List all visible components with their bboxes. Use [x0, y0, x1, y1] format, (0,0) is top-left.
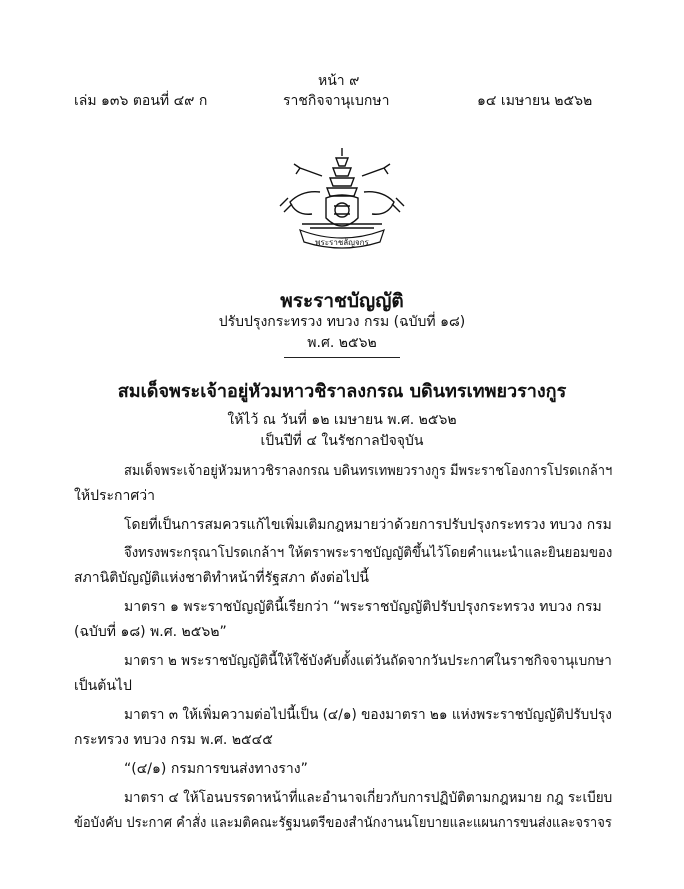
emblem-inscription: พระราชลัญจกร: [315, 238, 369, 247]
enactment-line-2: สภานิติบัญญัติแห่งชาติทำหน้าที่รัฐสภา ดังต่อไปนี้: [74, 570, 369, 586]
section-3-line-1: มาตรา ๓ ให้เพิ่มความต่อไปนี้เป็น (๔/๑) ของมาตรา ๒๑ แห่งพระราชบัญญัติปรับปรุง: [124, 707, 612, 723]
given-date: ให้ไว้ ณ วันที่ ๑๒ เมษายน พ.ศ. ๒๕๖๒: [227, 412, 457, 428]
section-2-line-1: มาตรา ๒ พระราชบัญญัตินี้ให้ใช้บังคับตั้งแต่วันถัดจากวันประกาศในราชกิจจานุเบกษา: [124, 653, 612, 669]
page-number: หน้า ๙: [318, 73, 360, 89]
section-4-line-2: ข้อบังคับ ประกาศ คำสั่ง และมติคณะรัฐมนตรีของสำนักงานนโยบายและแผนการขนส่งและจราจร: [74, 815, 612, 831]
volume-issue: เล่ม ๑๓๖ ตอนที่ ๔๙ ก: [74, 93, 208, 109]
title-divider: [284, 357, 400, 358]
section-2-line-2: เป็นต้นไป: [74, 678, 132, 694]
section-1-line-1: มาตรา ๑ พระราชบัญญัตินี้เรียกว่า “พระราชบัญญัติปรับปรุงกระทรวง ทบวง กรม: [124, 599, 602, 615]
enactment-line-1: จึงทรงพระกรุณาโปรดเกล้าฯ ให้ตราพระราชบัญญัติขึ้นไว้โดยคำแนะนำและยินยอมของ: [124, 545, 613, 561]
preamble-line-1: สมเด็จพระเจ้าอยู่หัวมหาวชิราลงกรณ บดินทรเทพยวรางกูร มีพระราชโองการโปรดเกล้าฯ: [124, 463, 613, 479]
act-title: พระราชบัญญัติ: [280, 290, 404, 312]
act-year: พ.ศ. ๒๕๖๒: [307, 335, 377, 351]
section-4-line-1: มาตรา ๔ ให้โอนบรรดาหน้าที่และอำนาจเกี่ยวกับการปฏิบัติตามกฎหมาย กฎ ระเบียบ: [124, 790, 613, 806]
publish-date: ๑๔ เมษายน ๒๕๖๒: [477, 93, 593, 109]
section-1-line-2: (ฉบับที่ ๑๘) พ.ศ. ๒๕๖๒”: [74, 624, 227, 640]
whereas-line: โดยที่เป็นการสมควรแก้ไขเพิ่มเติมกฎหมายว่าด้วยการปรับปรุงกระทรวง ทบวง กรม: [124, 517, 612, 533]
act-subtitle: ปรับปรุงกระทรวง ทบวง กรม (ฉบับที่ ๑๘): [218, 314, 466, 330]
royal-garuda-emblem-icon: [272, 146, 412, 254]
gazette-name: ราชกิจจานุเบกษา: [283, 93, 390, 109]
king-name: สมเด็จพระเจ้าอยู่หัวมหาวชิราลงกรณ บดินทรเทพยวรางกูร: [117, 381, 567, 402]
section-3-line-2: กระทรวง ทบวง กรม พ.ศ. ๒๕๔๕: [74, 732, 273, 748]
section-3-quote: “(๔/๑) กรมการขนส่งทางราง”: [124, 761, 308, 777]
preamble-line-2: ให้ประกาศว่า: [74, 488, 155, 504]
reign-year: เป็นปีที่ ๔ ในรัชกาลปัจจุบัน: [260, 433, 424, 449]
